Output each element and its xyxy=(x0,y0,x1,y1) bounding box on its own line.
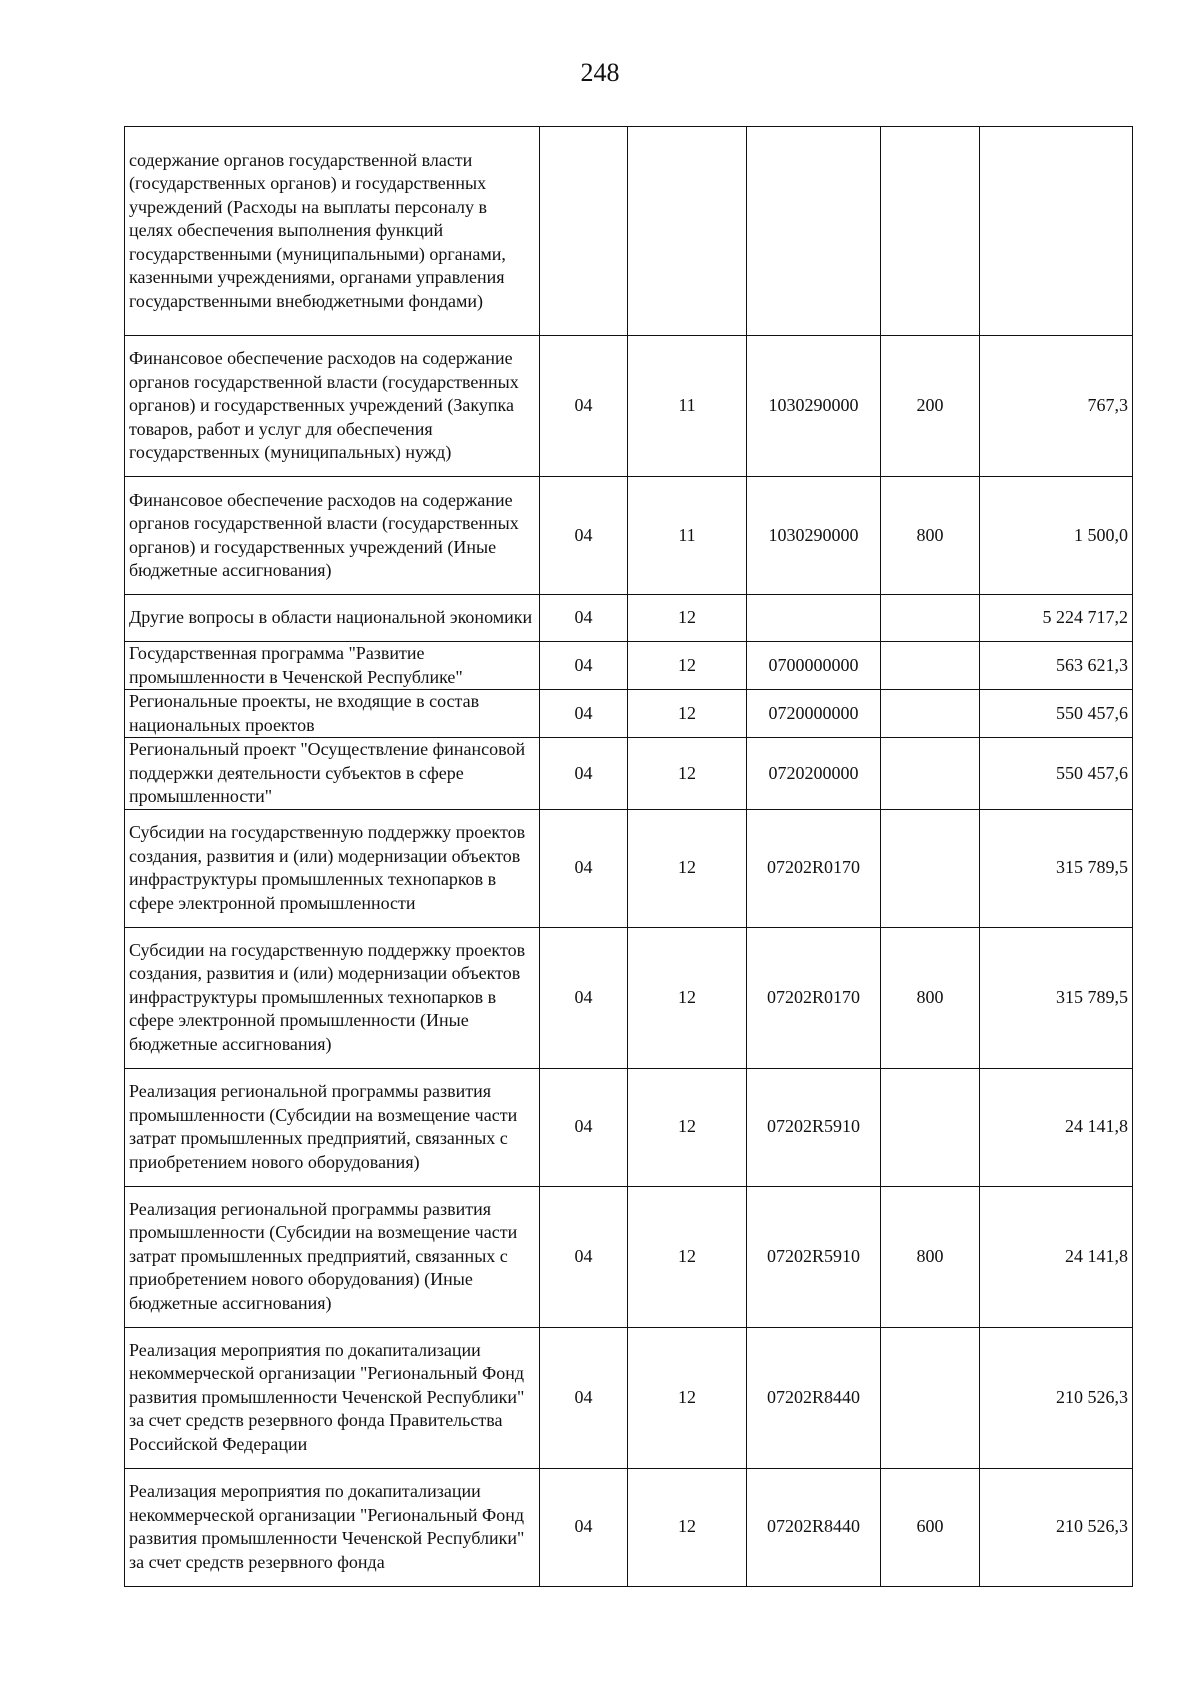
target-article-code xyxy=(747,127,881,336)
amount: 1 500,0 xyxy=(980,477,1133,595)
page-number: 248 xyxy=(580,58,620,87)
table-row xyxy=(125,1186,1133,1327)
expense-type-code xyxy=(881,127,980,336)
target-article-code: 07202R5910 xyxy=(747,1186,881,1327)
row-name: Другие вопросы в области национальной экономики xyxy=(125,595,540,642)
expense-type-code xyxy=(881,690,980,738)
expense-type-code xyxy=(881,809,980,927)
section-code: 04 xyxy=(540,809,628,927)
table-row xyxy=(125,1068,1133,1186)
amount: 24 141,8 xyxy=(980,1186,1133,1327)
expense-type-code xyxy=(881,738,980,810)
table-row xyxy=(125,1327,1133,1468)
expense-type-code: 600 xyxy=(881,1468,980,1586)
section-code: 04 xyxy=(540,642,628,690)
expense-type-code: 800 xyxy=(881,1186,980,1327)
subsection-code: 12 xyxy=(628,1186,747,1327)
section-code: 04 xyxy=(540,927,628,1068)
row-name: Субсидии на государственную поддержку проектов создания, развития и (или) модернизации объектов инфраструктуры промышленных технопарков в сфере электронной промышленности xyxy=(125,809,540,927)
row-name: Государственная программа "Развитие промышленности в Чеченской Республике" xyxy=(125,642,540,690)
expense-type-code: 200 xyxy=(881,336,980,477)
table-row xyxy=(125,642,1133,690)
expense-type-code xyxy=(881,642,980,690)
row-name: Реализация мероприятия по докапитализации некоммерческой организации "Региональный Фонд развития промышленности Чеченской Республики" за счет средств резервного фонда xyxy=(125,1468,540,1586)
table-row xyxy=(125,738,1133,810)
section-code: 04 xyxy=(540,738,628,810)
section-code: 04 xyxy=(540,1186,628,1327)
amount xyxy=(980,127,1133,336)
budget-table xyxy=(124,126,1133,1587)
table-body xyxy=(125,127,1133,1587)
table-row xyxy=(125,595,1133,642)
target-article-code: 07202R8440 xyxy=(747,1468,881,1586)
row-name: Реализация мероприятия по докапитализации некоммерческой организации "Региональный Фонд развития промышленности Чеченской Республики" за счет средств резервного фонда Правительства Российской Федерации xyxy=(125,1327,540,1468)
amount: 767,3 xyxy=(980,336,1133,477)
subsection-code xyxy=(628,127,747,336)
subsection-code: 11 xyxy=(628,477,747,595)
expense-type-code xyxy=(881,1068,980,1186)
row-name: содержание органов государственной власти (государственных органов) и государственных учреждений (Расходы на выплаты персоналу в целях обеспечения выполнения функций государственными (муниципальными) органами, казенными учреждениями, органами управления государственными внебюджетными фондами) xyxy=(125,127,540,336)
expense-type-code xyxy=(881,595,980,642)
section-code: 04 xyxy=(540,1068,628,1186)
amount: 210 526,3 xyxy=(980,1327,1133,1468)
table-row xyxy=(125,690,1133,738)
subsection-code: 12 xyxy=(628,1468,747,1586)
section-code: 04 xyxy=(540,1468,628,1586)
subsection-code: 12 xyxy=(628,642,747,690)
row-name: Финансовое обеспечение расходов на содержание органов государственной власти (государственных органов) и государственных учреждений (Иные бюджетные ассигнования) xyxy=(125,477,540,595)
table-row xyxy=(125,127,1133,336)
expense-type-code: 800 xyxy=(881,927,980,1068)
target-article-code xyxy=(747,595,881,642)
target-article-code: 07202R8440 xyxy=(747,1327,881,1468)
row-name: Реализация региональной программы развития промышленности (Субсидии на возмещение части затрат промышленных предприятий, связанных с приобретением нового оборудования) (Иные бюджетные ассигнования) xyxy=(125,1186,540,1327)
subsection-code: 11 xyxy=(628,336,747,477)
target-article-code: 07202R0170 xyxy=(747,927,881,1068)
expense-type-code xyxy=(881,1327,980,1468)
table-row xyxy=(125,1468,1133,1586)
section-code: 04 xyxy=(540,595,628,642)
amount: 210 526,3 xyxy=(980,1468,1133,1586)
row-name: Региональный проект "Осуществление финансовой поддержки деятельности субъектов в сфере промышленности" xyxy=(125,738,540,810)
section-code: 04 xyxy=(540,690,628,738)
subsection-code: 12 xyxy=(628,809,747,927)
section-code: 04 xyxy=(540,1327,628,1468)
amount: 5 224 717,2 xyxy=(980,595,1133,642)
amount: 315 789,5 xyxy=(980,809,1133,927)
target-article-code: 07202R0170 xyxy=(747,809,881,927)
row-name: Финансовое обеспечение расходов на содержание органов государственной власти (государственных органов) и государственных учреждений (Закупка товаров, работ и услуг для обеспечения государственных (муниципальных) нужд) xyxy=(125,336,540,477)
target-article-code: 1030290000 xyxy=(747,477,881,595)
target-article-code: 0720000000 xyxy=(747,690,881,738)
section-code: 04 xyxy=(540,336,628,477)
row-name: Региональные проекты, не входящие в состав национальных проектов xyxy=(125,690,540,738)
row-name: Реализация региональной программы развития промышленности (Субсидии на возмещение части затрат промышленных предприятий, связанных с приобретением нового оборудования) xyxy=(125,1068,540,1186)
section-code: 04 xyxy=(540,477,628,595)
amount: 550 457,6 xyxy=(980,690,1133,738)
subsection-code: 12 xyxy=(628,738,747,810)
amount: 315 789,5 xyxy=(980,927,1133,1068)
amount: 24 141,8 xyxy=(980,1068,1133,1186)
amount: 550 457,6 xyxy=(980,738,1133,810)
subsection-code: 12 xyxy=(628,927,747,1068)
target-article-code: 0700000000 xyxy=(747,642,881,690)
target-article-code: 1030290000 xyxy=(747,336,881,477)
target-article-code: 07202R5910 xyxy=(747,1068,881,1186)
table-row xyxy=(125,809,1133,927)
table-row xyxy=(125,336,1133,477)
subsection-code: 12 xyxy=(628,1068,747,1186)
table-row xyxy=(125,927,1133,1068)
subsection-code: 12 xyxy=(628,690,747,738)
row-name: Субсидии на государственную поддержку проектов создания, развития и (или) модернизации объектов инфраструктуры промышленных технопарков в сфере электронной промышленности (Иные бюджетные ассигнования) xyxy=(125,927,540,1068)
amount: 563 621,3 xyxy=(980,642,1133,690)
subsection-code: 12 xyxy=(628,595,747,642)
section-code xyxy=(540,127,628,336)
expense-type-code: 800 xyxy=(881,477,980,595)
target-article-code: 0720200000 xyxy=(747,738,881,810)
subsection-code: 12 xyxy=(628,1327,747,1468)
table-row xyxy=(125,477,1133,595)
